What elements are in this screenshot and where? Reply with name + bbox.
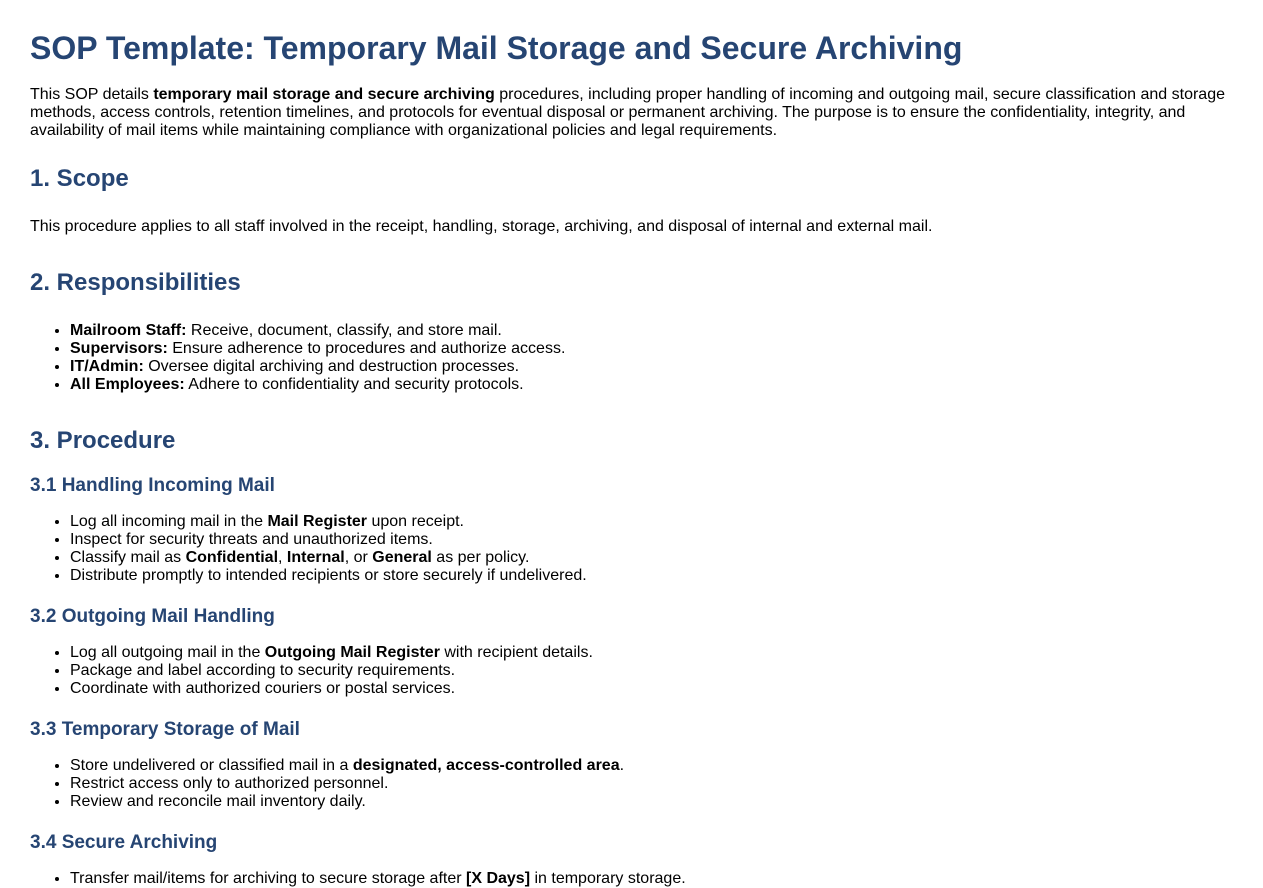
item-text: as per policy. (431, 549, 530, 566)
role-description: Ensure adherence to procedures and authorize access. (167, 340, 566, 357)
item-text: Store undelivered or classified mail in a (70, 757, 353, 774)
list-item (70, 870, 1233, 888)
item-text: Log all incoming mail in the (70, 513, 268, 530)
item-emphasis: Confidential (185, 549, 279, 566)
intro-paragraph (30, 86, 1233, 140)
item-text: Transfer mail/items for archiving to secure storage after (70, 870, 466, 887)
list-item (70, 358, 1233, 376)
incoming-mail-heading: 3.1 Handling Incoming Mail (30, 475, 275, 496)
role-label: Supervisors: (70, 340, 168, 357)
list-item (70, 376, 1233, 394)
item-text: . (619, 757, 625, 774)
responsibilities-list (30, 322, 1233, 394)
list-item (70, 757, 1233, 775)
item-emphasis: [X Days] (466, 870, 531, 887)
secure-archiving-list (30, 870, 1233, 888)
item-text: Classify mail as (70, 549, 186, 566)
role-description: Receive, document, classify, and store mail. (186, 322, 502, 339)
list-item: • Restrict access only to authorized personnel. (70, 775, 1233, 793)
page-title: SOP Template: Temporary Mail Storage and Secure Archiving (30, 30, 963, 66)
item-text: upon receipt. (367, 513, 464, 530)
list-item (70, 513, 1233, 531)
scope-heading: 1. Scope (30, 165, 129, 192)
list-item: • Inspect for security threats and unauthorized items. (70, 531, 1233, 549)
temporary-storage-list (30, 757, 1233, 811)
role-label: IT/Admin: (70, 358, 144, 375)
outgoing-mail-list (30, 644, 1233, 698)
item-emphasis: General (372, 549, 432, 566)
role-description: Adhere to confidentiality and security protocols. (184, 376, 524, 393)
list-item: • Coordinate with authorized couriers or postal services. (70, 680, 1233, 698)
item-text: in temporary storage. (530, 870, 686, 887)
item-text: with recipient details. (439, 644, 593, 661)
intro-rest: procedures, including proper handling of incoming and outgoing mail, secure classification and storage methods, access controls, retention timelines, and protocols for eventual disposal or permanent archiving. The purpose is to ensure the confidentiality, integrity, and availability of mail items while maintaining compliance with organizational policies and legal requirements. (30, 86, 1225, 139)
list-item (70, 549, 1233, 567)
scope-text: This procedure applies to all staff involved in the receipt, handling, storage, archiving, and disposal of internal and external mail. (30, 218, 933, 235)
list-item (70, 322, 1233, 340)
intro-emphasis: temporary mail storage and secure archiving (153, 86, 495, 103)
role-label: Mailroom Staff: (70, 322, 187, 339)
item-emphasis: designated, access-controlled area (352, 757, 620, 774)
list-item: • Review and reconcile mail inventory daily. (70, 793, 1233, 811)
role-label: All Employees: (70, 376, 185, 393)
outgoing-mail-heading: 3.2 Outgoing Mail Handling (30, 606, 275, 627)
secure-archiving-heading: 3.4 Secure Archiving (30, 832, 218, 853)
item-text: Log all outgoing mail in the (70, 644, 265, 661)
list-item: • Package and label according to security requirements. (70, 662, 1233, 680)
list-item (70, 644, 1233, 662)
item-emphasis: Outgoing Mail Register (264, 644, 440, 661)
item-text: , (278, 549, 287, 566)
list-item (70, 340, 1233, 358)
role-description: Oversee digital archiving and destruction processes. (143, 358, 520, 375)
item-emphasis: Mail Register (267, 513, 368, 530)
item-text: , or (344, 549, 373, 566)
responsibilities-heading: 2. Responsibilities (30, 269, 241, 296)
temporary-storage-heading: 3.3 Temporary Storage of Mail (30, 719, 300, 740)
list-item: • Distribute promptly to intended recipients or store securely if undelivered. (70, 567, 1233, 585)
incoming-mail-list (30, 513, 1233, 585)
intro-lead: This SOP details (30, 86, 154, 103)
item-emphasis: Internal (286, 549, 345, 566)
procedure-heading: 3. Procedure (30, 427, 176, 454)
